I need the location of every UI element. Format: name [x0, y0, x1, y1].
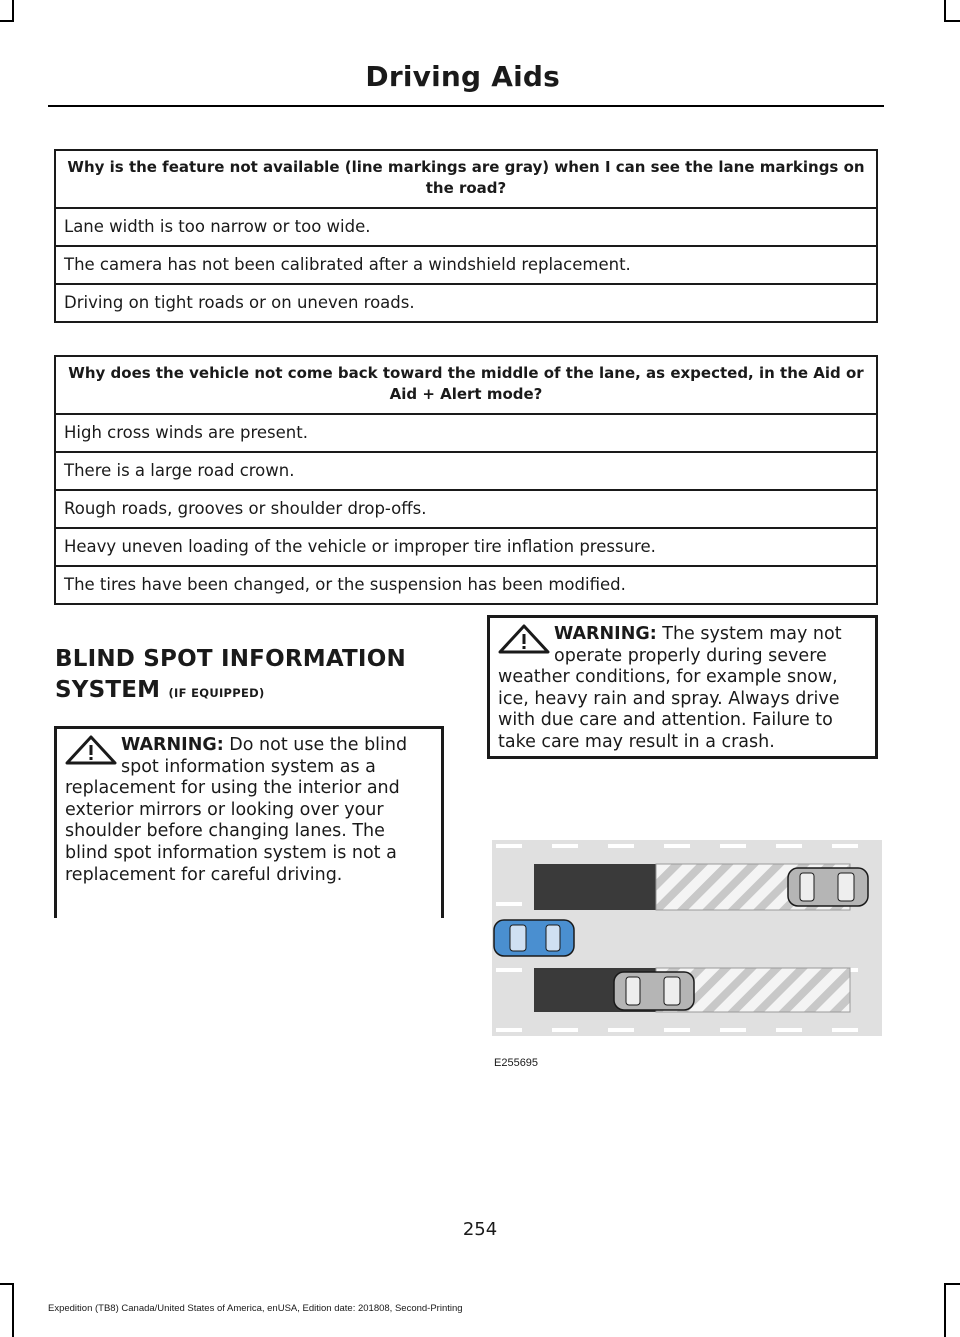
warning-text: Do not use the blind spot information system as a replacement for using the interior and exterior mirrors or looking over your shoulder before changing lanes. The blind spot information system is not a replacement for careful driving. — [65, 735, 408, 885]
figure-code: E255695 — [494, 1057, 539, 1069]
warning-triangle-icon — [63, 735, 119, 765]
table-question: Why is the feature not available (line markings are gray) when I can see the lane markings on the road? — [55, 150, 877, 208]
table-cell: There is a large road crown. — [55, 452, 877, 490]
warning-text: The system may not operate properly during severe weather conditions, for example snow, ice, heavy rain and spray. Always drive with due care and attention. Failure to take care may result in a crash. — [498, 624, 842, 752]
table-row — [55, 490, 877, 528]
warning-label: WARNING: — [554, 624, 657, 644]
table-cell: The tires have been changed, or the suspension has been modified. — [55, 566, 877, 604]
section-qualifier: (IF EQUIPPED) — [168, 686, 265, 700]
faq-table-lane-markings — [54, 149, 878, 323]
table-row — [55, 452, 877, 490]
other-vehicle-upper — [788, 868, 868, 906]
crop-mark — [0, 1283, 14, 1285]
table-cell: Driving on tight roads or on uneven roads. — [55, 284, 877, 322]
section-heading — [55, 644, 455, 709]
table-cell: Rough roads, grooves or shoulder drop-offs. — [55, 490, 877, 528]
table-row — [55, 284, 877, 322]
table-row — [55, 528, 877, 566]
table-cell: Heavy uneven loading of the vehicle or improper tire inflation pressure. — [55, 528, 877, 566]
table-row — [55, 246, 877, 284]
footer-edition: Expedition (TB8) Canada/United States of America, enUSA, Edition date: 201808, Second-Printing — [48, 1303, 463, 1314]
page-number: 254 — [462, 1219, 498, 1240]
warning-triangle-icon — [496, 624, 552, 654]
page-title: Driving Aids — [365, 60, 560, 93]
warning-label: WARNING: — [121, 735, 224, 755]
blind-spot-diagram — [492, 840, 882, 1036]
crop-mark — [12, 0, 14, 22]
crop-mark — [0, 20, 14, 22]
crop-mark — [944, 0, 946, 22]
table-cell: Lane width is too narrow or too wide. — [55, 208, 877, 246]
faq-table-lane-centering — [54, 355, 878, 605]
crop-mark — [944, 1283, 960, 1285]
table-question: Why does the vehicle not come back toward the middle of the lane, as expected, in the Aid or Aid + Alert mode? — [55, 356, 877, 414]
table-cell: High cross winds are present. — [55, 414, 877, 452]
table-cell: The camera has not been calibrated after a windshield replacement. — [55, 246, 877, 284]
crop-mark — [944, 20, 960, 22]
header-rule — [48, 105, 884, 107]
blind-zone-upper — [534, 864, 656, 910]
section-heading-text: BLIND SPOT INFORMATION SYSTEM — [55, 646, 406, 703]
warning-box-weather — [487, 615, 878, 759]
table-row — [55, 566, 877, 604]
warning-box-mirrors — [54, 726, 444, 918]
table-row — [55, 414, 877, 452]
own-vehicle — [494, 920, 574, 956]
other-vehicle-lower — [614, 972, 694, 1010]
crop-mark — [12, 1283, 14, 1337]
crop-mark — [944, 1283, 946, 1337]
table-row — [55, 208, 877, 246]
